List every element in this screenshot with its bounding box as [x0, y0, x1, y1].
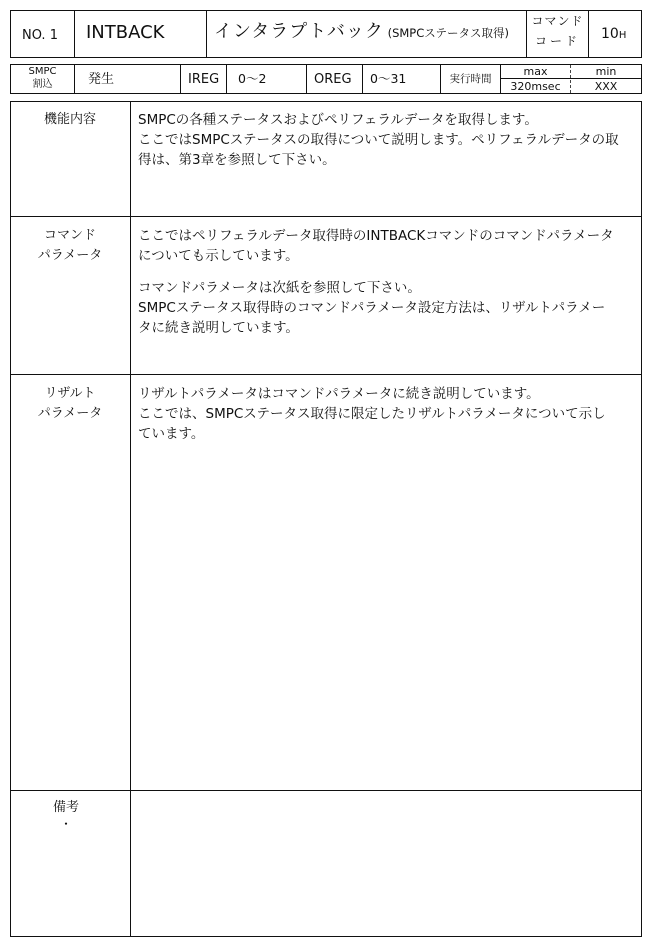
section-function-label: 機能内容 [43, 112, 96, 127]
command-title: インタラプトバック (SMPCステータス取得) [214, 21, 510, 42]
oreg-value: 0〜31 [370, 71, 407, 86]
command-code-label-bottom: コード [534, 34, 580, 48]
sheet-number: NO. 1 [22, 28, 58, 43]
section-command-param-text: ここではペリフェラルデータ取得時のINTBACKコマンドのコマンドパラメータ についても示しています。 コマンドパラメータは次紙を参照して下さい。 SMPCステータス取得時のコマンドパラメータ設定方法は、リザルトパラメー タに続き説明しています。 [138, 228, 614, 336]
ireg-label: IREG [188, 72, 220, 87]
exec-time-max-label: max [523, 65, 548, 78]
command-name: INTBACK [86, 22, 165, 43]
command-code-label-top: コマンド [531, 14, 584, 28]
section-remarks-label: 備考 ・ [52, 800, 79, 831]
ireg-value: 0〜2 [238, 71, 267, 86]
command-code-value: 10H [601, 26, 627, 42]
smpc-interrupt-label-1: SMPC [28, 66, 57, 77]
exec-time-min-value: XXX [594, 80, 618, 93]
smpc-interrupt-value: 発生 [88, 72, 115, 87]
smpc-interrupt-label-2: 割込 [32, 79, 53, 90]
exec-time-min-label: min [595, 65, 617, 78]
exec-time-max-value: 320msec [510, 80, 561, 93]
section-result-param-label: リザルト パラメータ [37, 386, 103, 421]
exec-time-label: 実行時間 [449, 73, 492, 85]
section-function-text: SMPCの各種ステータスおよびペリフェラルデータを取得します。 ここではSMPCステータスの取得について説明します。ペリフェラルデータの取 得は、第3章を参照して下さい。 [138, 112, 619, 168]
section-result-param-text: リザルトパラメータはコマンドパラメータに続き説明しています。 ここでは、SMPCステータス取得に限定したリザルトパラメータについて示し ています。 [138, 386, 606, 442]
oreg-label: OREG [314, 72, 352, 87]
section-command-param-label: コマンド パラメータ [37, 228, 103, 263]
